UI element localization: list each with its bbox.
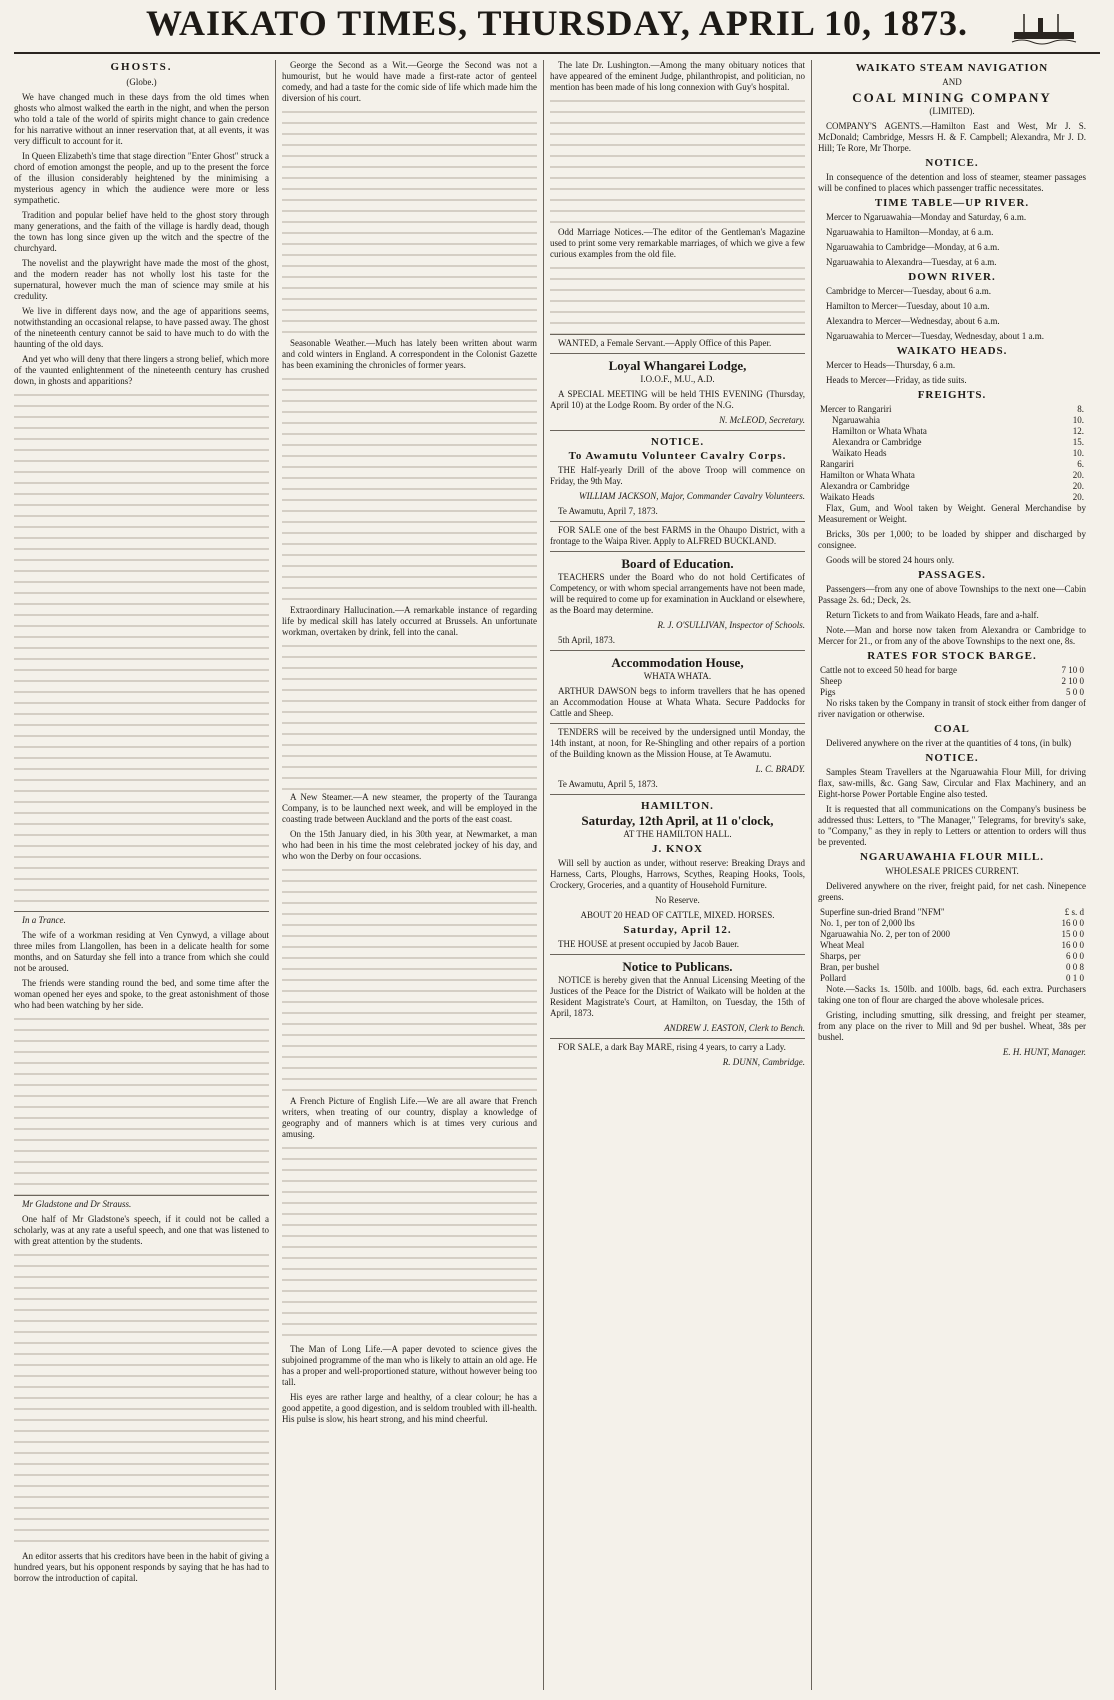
farm-sale-ad: FOR SALE one of the best FARMS in the Ohaupo District, with a frontage to the Waipa River. Apply to ALFRED BUCKLAND.	[550, 521, 805, 547]
freights-heading: FREIGHTS.	[917, 389, 987, 401]
article-paragraph: We have changed much in these days from the old times when ghosts who almost walked the earth in the night, and when the person who told a tale of the world of spirits might chance to gain credence for his narrative without an inner reservation that, at all events, it was very difficult to account for it.	[14, 92, 269, 146]
auction-location: HAMILTON.	[641, 800, 714, 812]
goods-note: Goods will be stored 24 hours only.	[826, 555, 955, 565]
table-row: Cattle not to exceed 50 head for barge 7 10 0	[820, 665, 1084, 675]
auction-cattle: ABOUT 20 HEAD OF CATTLE, MIXED. HORSES.	[580, 910, 775, 920]
time-table-heading: TIME TABLE—UP RIVER.	[874, 197, 1030, 209]
ghosts-heading: GHOSTS.	[110, 61, 173, 73]
tenders-text: TENDERS will be received by the undersigned until Monday, the 14th instant, at noon, for Re-Shingling and other repairs of a portion of the Building known as the Mission House, at Te Awamutu.	[550, 727, 805, 759]
flax-note: Flax, Gum, and Wool taken by Weight. General Merchandise by Measurement or Weight.	[818, 503, 1086, 524]
table-row: Superfine sun-dried Brand "NFM" £ s. d	[820, 907, 1084, 917]
body-text-filler	[14, 391, 269, 911]
table-row: Pollard 0 1 0	[820, 973, 1084, 983]
board-ad	[550, 551, 805, 646]
bricks-note: Bricks, 30s per 1,000; to be loaded by shipper and discharged by consignee.	[818, 529, 1086, 550]
board-signature: R. J. O'SULLIVAN, Inspector of Schools.	[657, 620, 805, 630]
lodge-ad	[550, 353, 805, 426]
article-paragraph: A New Steamer.—A new steamer, the property of the Tauranga Company, is to be launched next week, and will be employed in the coasting trade between Auckland and the ports of the east coast.	[282, 792, 537, 824]
table-row: No. 1, per ton of 2,000 lbs 16 0 0	[820, 918, 1084, 928]
cavalry-text: THE Half-yearly Drill of the above Troop will commence on Friday, the 9th May.	[550, 465, 805, 486]
auction-house: THE HOUSE at present occupied by Jacob Bauer.	[558, 939, 739, 949]
prices-table	[818, 907, 1086, 984]
auction-ad	[550, 794, 805, 950]
table-row: Alexandra or Cambridge 15.	[832, 437, 1084, 447]
tenders-signature: L. C. BRADY.	[755, 764, 805, 774]
timetable-entry: Ngaruawahia to Alexandra—Tuesday, at 6 a.m.	[826, 257, 997, 267]
timetable-entry: Ngaruawahia to Mercer—Tuesday, Wednesday, about 1 a.m.	[826, 331, 1045, 341]
prices-heading: WHOLESALE PRICES CURRENT.	[885, 866, 1019, 876]
publicans-title: Notice to Publicans.	[622, 959, 733, 974]
table-row: Waikato Heads 20.	[820, 492, 1084, 502]
body-text-filler	[282, 642, 537, 792]
publicans-signature: ANDREW J. EASTON, Clerk to Bench.	[664, 1023, 805, 1033]
body-text-filler	[550, 97, 805, 227]
mill-notice-heading: NOTICE.	[925, 752, 979, 764]
coal-mining-heading: COAL MINING COMPANY	[852, 90, 1052, 105]
article-paragraph: Tradition and popular belief have held to the ghost story through many generations, and the faith of the village is hardly dead, though the town has long since given up the witch and the spectre of the churchyard.	[14, 210, 269, 253]
table-row: Sharps, per 6 0 0	[820, 951, 1084, 961]
cavalry-signature: WILLIAM JACKSON, Major, Commander Cavalry Volunteers.	[579, 491, 805, 501]
table-row: Waikato Heads 10.	[832, 448, 1084, 458]
table-row: Pigs 5 0 0	[820, 687, 1084, 697]
board-text: TEACHERS under the Board who do not hold Certificates of Competency, or with whom special arrangements have not been made, will be required to come up for examination in Auckland or elsewhere, as the Board may determine.	[550, 572, 805, 615]
limited-label: (LIMITED).	[929, 106, 975, 116]
publicans-ad	[550, 954, 805, 1034]
column-2	[282, 60, 537, 1690]
company-notice-heading: NOTICE.	[925, 157, 979, 169]
table-row: Ngaruawahia 10.	[832, 415, 1084, 425]
trance-heading: In a Trance.	[14, 911, 269, 926]
coal-text: Delivered anywhere on the river at the quantities of 4 tons, (in bulk)	[826, 738, 1072, 748]
article-paragraph: The novelist and the playwright have made the most of the ghost, and the modern reader has not wholly lost his taste for the supernatural, however much the man of science may smile at his credulity.	[14, 258, 269, 301]
auction-text: Will sell by auction as under, without reserve: Breaking Drays and Harness, Carts, Ploughs, Harrows, Scythes, Reaping Hooks, Tools, Crockery, Groceries, and a quantity of Household Furniture.	[550, 858, 805, 890]
return-text: Return Tickets to and from Waikato Heads, fare and a-half.	[826, 610, 1039, 620]
publicans-text: NOTICE is hereby given that the Annual Licensing Meeting of the Justices of the Peace for the District of Waikato will be holden at the Resident Magistrate's Court, at Hamilton, on Tuesday, the 15th of April, 1873.	[550, 975, 805, 1018]
sacks-note: Note.—Sacks 1s. 150lb. and 100lb. bags, 6d. each extra. Purchasers taking one ton of flour are charged the above wholesale prices.	[818, 984, 1086, 1005]
article-paragraph: Seasonable Weather.—Much has lately been written about warm and cold winters in England. A correspondent in the Colonist Gazette has been examining the chronicles of former years.	[282, 338, 537, 370]
table-row: Ngaruawahia No. 2, per ton of 2000 15 0 0	[820, 929, 1084, 939]
body-text-filler	[14, 1015, 269, 1195]
lodge-title: Loyal Whangarei Lodge,	[608, 358, 747, 373]
timetable-entry: Mercer to Heads—Thursday, 6 a.m.	[826, 360, 956, 370]
mill-text: Samples Steam Travellers at the Ngaruawahia Flour Mill, for driving flax, saw-mills, &c. Gang Saw, Circular and Flax Machinery, and an Eight-horse Power Portable Engine also tested.	[818, 767, 1086, 799]
article-paragraph: His eyes are rather large and healthy, of a clear colour; he has a good appetite, a good digestion, and is seldom troubled with ill-health. His pulse is slow, his heart strong, and his mind cheerful.	[282, 1392, 537, 1424]
and-word: AND	[942, 77, 962, 87]
accommodation-text: ARTHUR DAWSON begs to inform travellers that he has opened an Accommodation House at Whata Whata. Secure Paddocks for Cattle and Sheep.	[550, 686, 805, 718]
wanted-ad: WANTED, a Female Servant.—Apply Office of this Paper.	[550, 334, 805, 349]
auctioneer-name: J. KNOX	[652, 843, 703, 855]
timetable-entry: Mercer to Ngaruawahia—Monday and Saturday, 6 a.m.	[826, 212, 1027, 222]
article-paragraph: We live in different days now, and the age of apparitions seems, notwithstanding an occasional relapse, to have passed away. The ghost of the nineteenth century cannot be said to have much to do with the haunting of the old days.	[14, 306, 269, 349]
article-paragraph: The Man of Long Life.—A paper devoted to science gives the subjoined programme of the man who is likely to attain an old age. He has a proper and well-proportioned stature, without however being too tall.	[282, 1344, 537, 1387]
column-divider	[811, 60, 812, 1690]
auction-date: Saturday, 12th April, at 11 o'clock,	[581, 813, 774, 828]
table-row: Alexandra or Cambridge 20.	[820, 481, 1084, 491]
timetable-entry: Cambridge to Mercer—Tuesday, about 6 a.m.	[826, 286, 992, 296]
waikato-heads-heading: WAIKATO HEADS.	[896, 345, 1008, 357]
timetable-entry: Heads to Mercer—Friday, as tide suits.	[826, 375, 967, 385]
masthead-title: WAIKATO TIMES, THURSDAY, APRIL 10, 1873.	[146, 3, 968, 43]
gladstone-heading: Mr Gladstone and Dr Strauss.	[14, 1195, 269, 1210]
auction-terms: No Reserve.	[655, 895, 700, 905]
agents-text: COMPANY'S AGENTS.—Hamilton East and West, Mr J. S. McDonald; Cambridge, Messrs H. & F. Campbell; Alexandra, Mr J. D. Hill; Te Rore, Mr Thorpe.	[818, 121, 1086, 153]
article-paragraph: An editor asserts that his creditors have been in the habit of giving a hundred years, but his opponent responds by saying that he has had to borrow the introduction of capital.	[14, 1551, 269, 1583]
manager-signature: E. H. HUNT, Manager.	[1002, 1047, 1086, 1057]
freights-table	[818, 404, 1086, 503]
accommodation-ad	[550, 650, 805, 719]
table-row: Hamilton or Whata Whata 12.	[832, 426, 1084, 436]
column-divider	[543, 60, 544, 1690]
stock-barge-heading: RATES FOR STOCK BARGE.	[867, 650, 1037, 662]
accommodation-title: Accommodation House,	[611, 655, 744, 670]
lodge-signature: N. McLEOD, Secretary.	[719, 415, 805, 425]
cavalry-notice-heading: NOTICE.	[650, 436, 705, 448]
timetable-entry: Alexandra to Mercer—Wednesday, about 6 a.m.	[826, 316, 1000, 326]
table-row: Hamilton or Whata Whata 20.	[820, 470, 1084, 480]
mare-ad	[550, 1038, 805, 1068]
article-paragraph: And yet who will deny that there lingers a strong belief, which more of the vaunted enlightenment of the nineteenth century has crushed down, in ghosts and apparitions?	[14, 354, 269, 386]
tenders-ad	[550, 723, 805, 790]
cavalry-title: To Awamutu Volunteer Cavalry Corps.	[568, 450, 787, 462]
lodge-text: A SPECIAL MEETING will be held THIS EVENING (Thursday, April 10) at the Lodge Room. By order of the N.G.	[550, 389, 805, 410]
column-divider	[275, 60, 276, 1690]
column-3	[550, 60, 805, 1690]
table-row: Rangariri 6.	[820, 459, 1084, 469]
article-paragraph: The friends were standing round the bed, and some time after the woman opened her eyes and spoke, to the great astonishment of those who had been watching by her side.	[14, 978, 269, 1010]
communications-text: It is requested that all communications on the Company's business be addressed thus: Letters, to "The Manager," Telegrams, for brevity's sake, to "Company," as they in reply to Letters or attention to orders will thus be prevented.	[818, 804, 1086, 847]
timetable-entry: Ngaruawahia to Hamilton—Monday, at 6 a.m.	[826, 227, 994, 237]
table-row: Wheat Meal 16 0 0	[820, 940, 1084, 950]
board-title: Board of Education.	[621, 556, 734, 571]
body-text-filler	[14, 1251, 269, 1551]
lodge-subtitle: I.O.O.F., M.U., A.D.	[640, 374, 715, 384]
passages-text: Passengers—from any one of above Townships to the next one—Cabin Passage 2s. 6d.; Deck, 2s.	[818, 584, 1086, 605]
mare-signature: R. DUNN, Cambridge.	[722, 1057, 805, 1067]
steamship-icon	[1010, 10, 1080, 46]
article-paragraph: Extraordinary Hallucination.—A remarkable instance of regarding life by medical skill has lately occurred at Brussels. An unfortunate workman, overtaken by drink, fell into the canal.	[282, 605, 537, 637]
column-1	[14, 60, 269, 1690]
company-notice-text: In consequence of the detention and loss of steamer, steamer passages will be confined to places which passenger traffic necessitates.	[818, 172, 1086, 193]
board-date: 5th April, 1873.	[558, 635, 616, 645]
grist-note: Gristing, including smutting, silk dressing, and freight per steamer, from any place on the river to Mill and 9d per bushel. Wheat, 38s per bushel.	[818, 1010, 1086, 1042]
ghosts-source: (Globe.)	[126, 77, 157, 87]
stock-rates-table	[818, 665, 1086, 698]
timetable-entry: Ngaruawahia to Cambridge—Monday, at 6 a.m.	[826, 242, 1000, 252]
body-text-filler	[282, 866, 537, 1096]
table-row: Mercer to Rangariri 8.	[820, 404, 1084, 414]
coal-heading: COAL	[934, 723, 970, 735]
article-paragraph: In Queen Elizabeth's time that stage direction "Enter Ghost" struck a chord of emotion amongst the people, and up to the present the force of the illusion considerably heightened by the minimising a mysterious agency in which the audience were more or less sympathetic.	[14, 151, 269, 205]
down-river-heading: DOWN RIVER.	[908, 271, 996, 283]
auction-place: AT THE HAMILTON HALL.	[623, 829, 732, 839]
body-text-filler	[282, 1144, 537, 1344]
prices-note: Delivered anywhere on the river, freight paid, for net cash. Ninepence greens.	[818, 881, 1086, 902]
table-row: Bran, per bushel 0 0 8	[820, 962, 1084, 972]
steam-navigation-heading: WAIKATO STEAM NAVIGATION	[855, 62, 1049, 74]
accommodation-subtitle: WHATA WHATA.	[643, 671, 712, 681]
article-paragraph: On the 15th January died, in his 30th year, at Newmarket, a man who had been in his time the most celebrated jockey of his day, and who won the Derby on four occasions.	[282, 829, 537, 861]
table-row: Sheep 2 10 0	[820, 676, 1084, 686]
masthead	[0, 0, 1114, 56]
article-paragraph: The late Dr. Lushington.—Among the many obituary notices that have appeared of the eminent Judge, philanthropist, and politician, no mention has been made of his long connexion with Guy's hospital.	[550, 60, 805, 92]
body-text-filler	[550, 264, 805, 334]
cavalry-ad	[550, 430, 805, 517]
article-paragraph: One half of Mr Gladstone's speech, if it could not be called a scholarly, was at any rate a useful speech, and one that was listened to with great attention by the students.	[14, 1214, 269, 1246]
passages-heading: PASSAGES.	[918, 569, 986, 581]
column-4	[818, 60, 1086, 1690]
risks-note: No risks taken by the Company in transit of stock either from danger of river navigation or otherwise.	[818, 698, 1086, 719]
cavalry-date: Te Awamutu, April 7, 1873.	[558, 506, 658, 516]
masthead-rule	[14, 52, 1100, 54]
body-text-filler	[282, 108, 537, 338]
horse-note: Note.—Man and horse now taken from Alexandra or Cambridge to Mercer for 21., or from any of the above Townships to the next one, 8s.	[818, 625, 1086, 646]
article-paragraph: A French Picture of English Life.—We are all aware that French writers, when treating of our country, display a knowledge of geography and of manners which is at times very curious and amusing.	[282, 1096, 537, 1139]
timetable-entry: Hamilton to Mercer—Tuesday, about 10 a.m.	[826, 301, 990, 311]
flour-mill-heading: NGARUAWAHIA FLOUR MILL.	[859, 851, 1045, 863]
tenders-date: Te Awamutu, April 5, 1873.	[558, 779, 658, 789]
article-paragraph: The wife of a workman residing at Ven Cynwyd, a village about three miles from Llangollen, has been in a delicate health for some months, and on Saturday she fell into a trance from which she could not be aroused.	[14, 930, 269, 973]
article-paragraph: George the Second as a Wit.—George the Second was not a humourist, but he would have made a first-rate actor of genteel comedy, and had a taste for the comic side of life which made him the diversion of his court.	[282, 60, 537, 103]
article-paragraph: Odd Marriage Notices.—The editor of the Gentleman's Magazine used to print some very remarkable marriages, of which we give a few curious examples from the old file.	[550, 227, 805, 259]
body-text-filler	[282, 375, 537, 605]
auction-second-date: Saturday, April 12.	[623, 924, 732, 936]
mare-text: FOR SALE, a dark Bay MARE, rising 4 years, to carry a Lady.	[558, 1042, 786, 1052]
